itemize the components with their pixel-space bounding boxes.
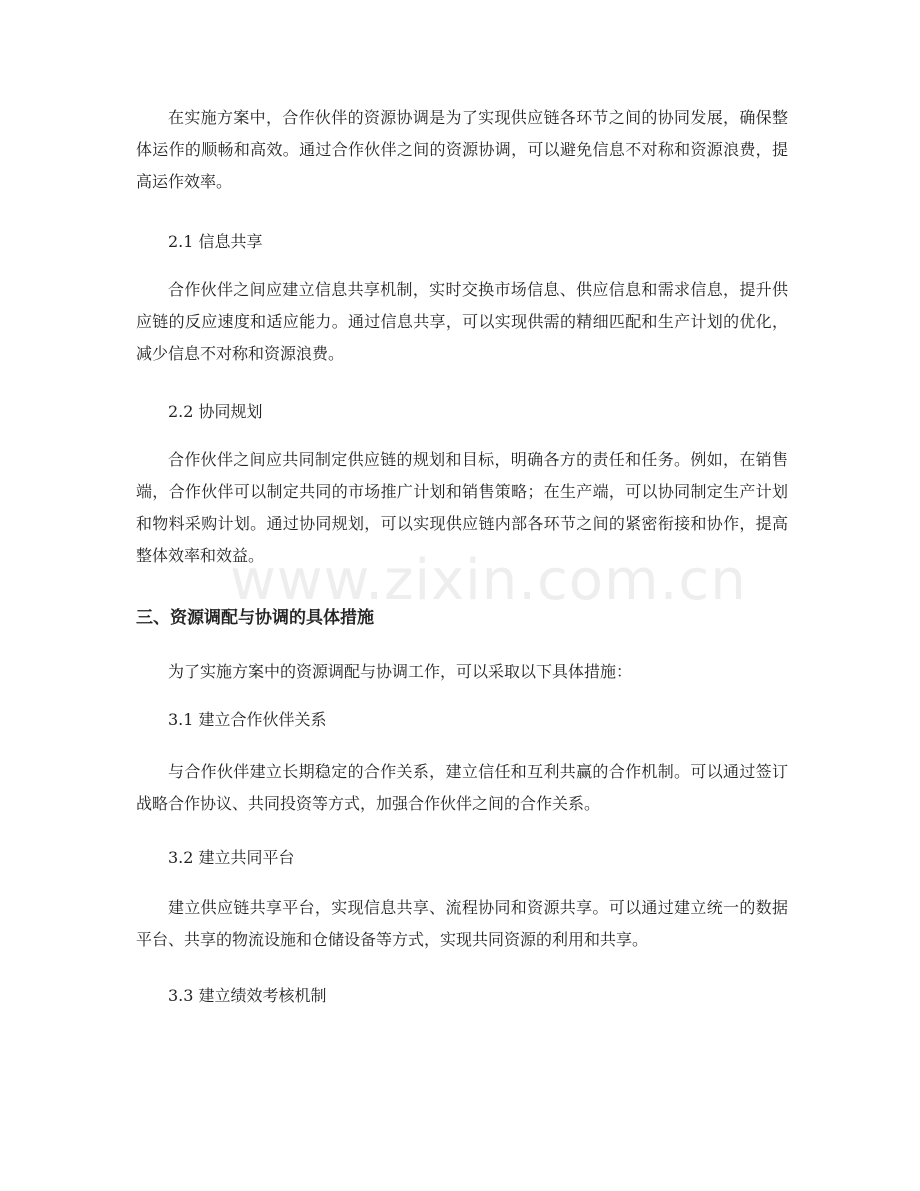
heading-3-1: 3.1 建立合作伙伴关系 <box>168 710 327 729</box>
heading-2-1: 2.1 信息共享 <box>168 232 263 251</box>
section-heading-3: 三、资源调配与协调的具体措施 <box>136 608 374 628</box>
paragraph-measures-intro: 为了实施方案中的资源调配与协调工作，可以采取以下具体措施： <box>168 662 633 681</box>
paragraph-collab-planning: 合作伙伴之间应共同制定供应链的规划和目标，明确各方的责任和任务。例如，在销售端，合作伙伴可以制定共同的市场推广计划和销售策略；在生产端，可以协同制定生产计划和物料采购计划。通过协同规划，可以实现供应链内部各环节之间的紧密衔接和协作，提高整体效率和效益。 <box>136 450 788 565</box>
paragraph-info-sharing: 合作伙伴之间应建立信息共享机制，实时交换市场信息、供应信息和需求信息，提升供应链的反应速度和适应能力。通过信息共享，可以实现供需的精细匹配和生产计划的优化，减少信息不对称和资源浪费。 <box>136 280 788 363</box>
paragraph-platform: 建立供应链共享平台，实现信息共享、流程协同和资源共享。可以通过建立统一的数据平台、共享的物流设施和仓储设备等方式，实现共同资源的利用和共享。 <box>136 898 788 949</box>
heading-2-2: 2.2 协同规划 <box>168 402 263 421</box>
paragraph-partnership: 与合作伙伴建立长期稳定的合作关系，建立信任和互利共赢的合作机制。可以通过签订战略合作协议、共同投资等方式，加强合作伙伴之间的合作关系。 <box>136 762 788 813</box>
heading-3-3: 3.3 建立绩效考核机制 <box>168 986 327 1005</box>
paragraph-intro: 在实施方案中，合作伙伴的资源协调是为了实现供应链各环节之间的协同发展，确保整体运作的顺畅和高效。通过合作伙伴之间的资源协调，可以避免信息不对称和资源浪费，提高运作效率。 <box>136 108 788 191</box>
watermark: www.zixin.com.cn <box>230 548 747 613</box>
heading-3-2: 3.2 建立共同平台 <box>168 848 295 867</box>
